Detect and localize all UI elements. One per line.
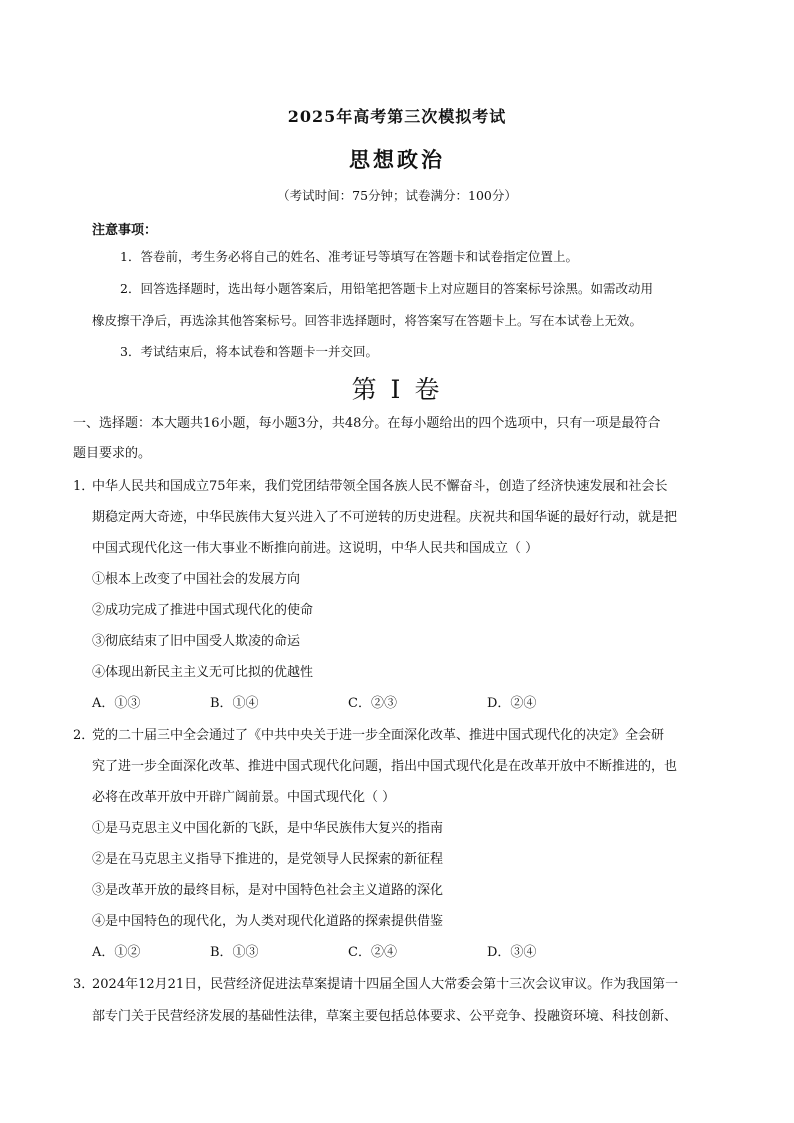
- notice-item-1: 1．答卷前，考生务必将自己的姓名、准考证号等填写在答题卡和试卷指定位置上。: [120, 249, 578, 264]
- volume-title: 第 I 卷: [351, 375, 443, 404]
- section-instructions-line-2: 题目要求的。: [73, 446, 152, 461]
- exam-info: （考试时间：75分钟；试卷满分：100分）: [277, 188, 517, 203]
- question-2-option-3: ③是改革开放的最终目标，是对中国特色社会主义道路的深化: [92, 883, 444, 898]
- question-3-line-1: 2024年12月21日，民营经济促进法草案提请十四届全国人大常委会第十三次会议审议。作为我国第一: [92, 977, 679, 992]
- notice-heading: 注意事项：: [92, 223, 158, 238]
- question-2-choice-a: A．①②: [92, 945, 141, 960]
- question-2-option-2: ②是在马克思主义指导下推进的，是党领导人民探索的新征程: [92, 852, 444, 867]
- question-2-choice-c: C．②④: [348, 945, 397, 960]
- notice-item-3: 3．考试结束后，将本试卷和答题卡一并交回。: [120, 344, 378, 359]
- question-2-choice-b: B．①③: [210, 945, 259, 960]
- question-2-number: 2．: [73, 728, 95, 743]
- question-1-option-3: ③彻底结束了旧中国受人欺凌的命运: [92, 634, 301, 649]
- question-2-line-1: 党的二十届三中全会通过了《中共中央关于进一步全面深化改革、推进中国式现代化的决定》全会研: [92, 728, 665, 743]
- section-instructions-line-1: 一、选择题：本大题共16小题，每小题3分，共48分。在每小题给出的四个选项中，只有一项是最符合: [73, 416, 661, 431]
- question-3-line-2: 部专门关于民营经济发展的基础性法律，草案主要包括总体要求、公平竞争、投融资环境、科技创新、: [92, 1009, 678, 1024]
- question-1-choice-a: A．①③: [92, 696, 141, 711]
- question-2-option-4: ④是中国特色的现代化，为人类对现代化道路的探索提供借鉴: [92, 914, 444, 929]
- question-2-option-1: ①是马克思主义中国化新的飞跃，是中华民族伟大复兴的指南: [92, 821, 444, 836]
- question-2-line-2: 究了进一步全面深化改革、推进中国式现代化问题，指出中国式现代化是在改革开放中不断推进的，也: [92, 759, 678, 774]
- question-1-option-4: ④体现出新民主主义无可比拟的优越性: [92, 665, 314, 680]
- question-1-line-3: 中国式现代化这一伟大事业不断推向前进。这说明，中华人民共和国成立（ ）: [92, 541, 539, 556]
- question-2-choice-d: D．③④: [487, 945, 537, 960]
- question-1-option-2: ②成功完成了推进中国式现代化的使命: [92, 603, 314, 618]
- question-1-choice-c: C．②③: [348, 696, 397, 711]
- question-1-option-1: ①根本上改变了中国社会的发展方向: [92, 572, 301, 587]
- question-1-choice-b: B．①④: [210, 696, 259, 711]
- question-2-line-3: 必将在改革开放中开辟广阔前景。中国式现代化（ ）: [92, 790, 396, 805]
- question-1-number: 1．: [73, 479, 95, 494]
- question-1-line-2: 期稳定两大奇迹，中华民族伟大复兴进入了不可逆转的历史进程。庆祝共和国华诞的最好行动，就是把: [92, 510, 678, 525]
- question-1-choice-d: D．②④: [487, 696, 537, 711]
- subject-title: 思想政治: [349, 147, 445, 172]
- question-3-number: 3．: [73, 977, 95, 992]
- exam-title: 2025年高考第三次模拟考试: [287, 107, 507, 126]
- notice-item-2-line-1: 2．回答选择题时，选出每小题答案后，用铅笔把答题卡上对应题目的答案标号涂黑。如需改动用: [120, 281, 653, 296]
- notice-item-2-line-2: 橡皮擦干净后，再选涂其他答案标号。回答非选择题时，将答案写在答题卡上。写在本试卷上无效。: [92, 313, 643, 328]
- question-1-line-1: 中华人民共和国成立75年来，我们党团结带领全国各族人民不懈奋斗，创造了经济快速发展和社会长: [92, 479, 668, 494]
